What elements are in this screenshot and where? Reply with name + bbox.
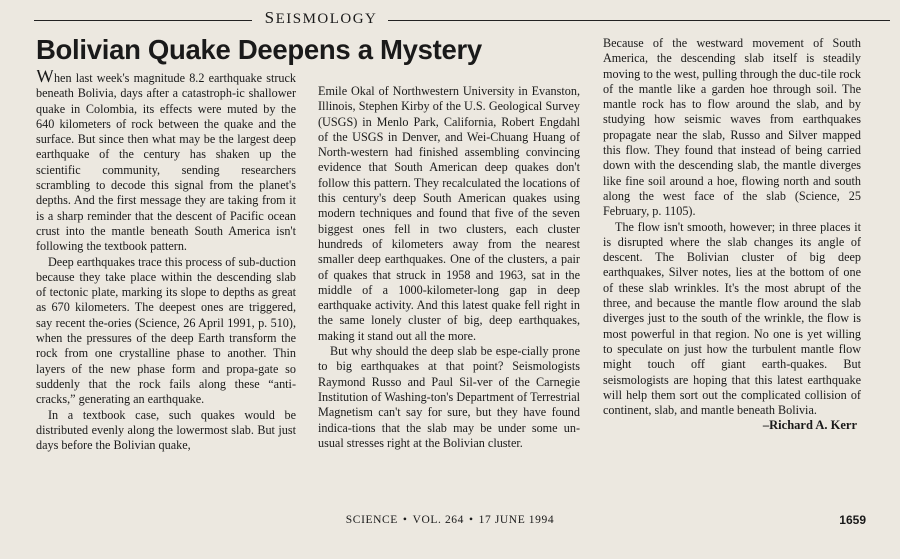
paragraph-text: hen last week's magnitude 8.2 earthquake struck beneath Bolivia, days after a catastroph-ic shallower quake in Colombia, its effects were muted by the 640 kilometers of rock between the quake and the surface. But since then what may be the largest deep earthquake of the century has shaken up the scientific community, sending researchers scrambling to decode this signal from the planet's depths. And the first message they are taking from it is a sharp reminder that the descent of Pacific ocean crust into the mantle beneath South America isn't following the textbook pattern. xyxy=(36,71,296,254)
paragraph xyxy=(36,70,296,255)
paragraph: Emile Okal of Northwestern University in Evanston, Illinois, Stephen Kirby of the U.S. Geological Survey (USGS) in Menlo Park, California, Robert Engdahl of the USGS in Denver, and Wei-Chuang Huang of North-western had finished assembling convincing evidence that South American deep quakes don't follow this pattern. They recalculated the locations of this century's deep South American quakes using modern techniques and found that five of the seven biggest ones fell in two clusters, each cluster hundreds of kilometers away from the nearest smaller deep earthquakes. One of the clusters, a pair of quakes that struck in 1958 and 1963, sat in the middle of a 1000-kilometer-long gap in deep earthquake activity. And this latest quake fell right in the same lonely cluster of big, deep earthquakes, making it stand out all the more. xyxy=(318,84,580,343)
text-column-2 xyxy=(318,84,580,502)
volume-number: VOL. 264 xyxy=(412,514,464,526)
footer-separator: • xyxy=(469,514,474,526)
text-column-3 xyxy=(603,36,861,502)
initial-letter: W xyxy=(36,70,54,87)
paragraph: In a textbook case, such quakes would be distributed evenly along the lowermost slab. But just days before the Bolivian quake, xyxy=(36,407,296,453)
section-header xyxy=(34,8,890,28)
text-column-1 xyxy=(36,70,296,502)
footer-separator: • xyxy=(402,514,408,526)
paragraph: But why should the deep slab be espe-cially prone to big earthquakes at that point? Seismologists Raymond Russo and Paul Sil-ver of the Carnegie Institution of Washing-ton's Department of Terrestrial Magnetism can't say for sure, but they have found indica-tions that the slab may be under some un-usual stresses right at the Bolivian cluster. xyxy=(318,344,580,450)
page-number: 1659 xyxy=(839,513,866,527)
issue-date: 17 JUNE 1994 xyxy=(478,514,555,526)
paragraph: The flow isn't smooth, however; in three places it is disrupted where the slab changes its angle of descent. The Bolivian cluster of big deep earthquakes, Silver notes, lies at the bottom of one of these slab wrinkles. It's the most abrupt of the three, and because the mantle flow around the slab diverges just to the south of the wrinkle, the flow is most powerful in that region. No one is yet willing to speculate on just how the turbulent mantle flow might touch off giant earth-quakes. But seismologists are hoping that this latest earthquake will help them sort out the complicated collision of continent, slab, and mantle beneath Bolivia. xyxy=(603,219,861,418)
section-label-rest: EISMOLOGY xyxy=(275,11,378,27)
paragraph: Because of the westward movement of South America, the descending slab itself is steadily moving to the west, pulling through the duc-tile rock of the mantle like a garden hoe through soil. The mantle rock has to flow around the slab, and by studying how seismic waves from earthquakes propagate near the slab, Russo and Silver mapped this flow. They found that instead of being carried down with the descending slab, the mantle diverges like fine soil around a hoe, flowing north and south along the west face of the slab (Science, 25 February, p. 1105). xyxy=(603,36,861,219)
section-label xyxy=(256,8,386,28)
page-footer xyxy=(200,514,700,526)
article-headline: Bolivian Quake Deepens a Mystery xyxy=(36,34,482,65)
section-rule-right xyxy=(388,20,890,21)
author-signature: –Richard A. Kerr xyxy=(762,418,857,433)
section-label-initial: S xyxy=(264,8,276,27)
section-rule-left xyxy=(34,20,252,21)
journal-name: SCIENCE xyxy=(345,514,398,526)
paragraph: Deep earthquakes trace this process of sub-duction because they take place within the descending slab of tectonic plate, marking its slope to depths as great as 670 kilometers. The deepest ones are triggered, say recent the-ories (Science, 26 April 1991, p. 510), when the pressures of the deep Earth transform the rock from one crystalline phase to another. Thin layers of the new phase form and propa-gate so suddenly that the rock fails along these “anti-cracks,” generating an earthquake. xyxy=(36,254,296,407)
